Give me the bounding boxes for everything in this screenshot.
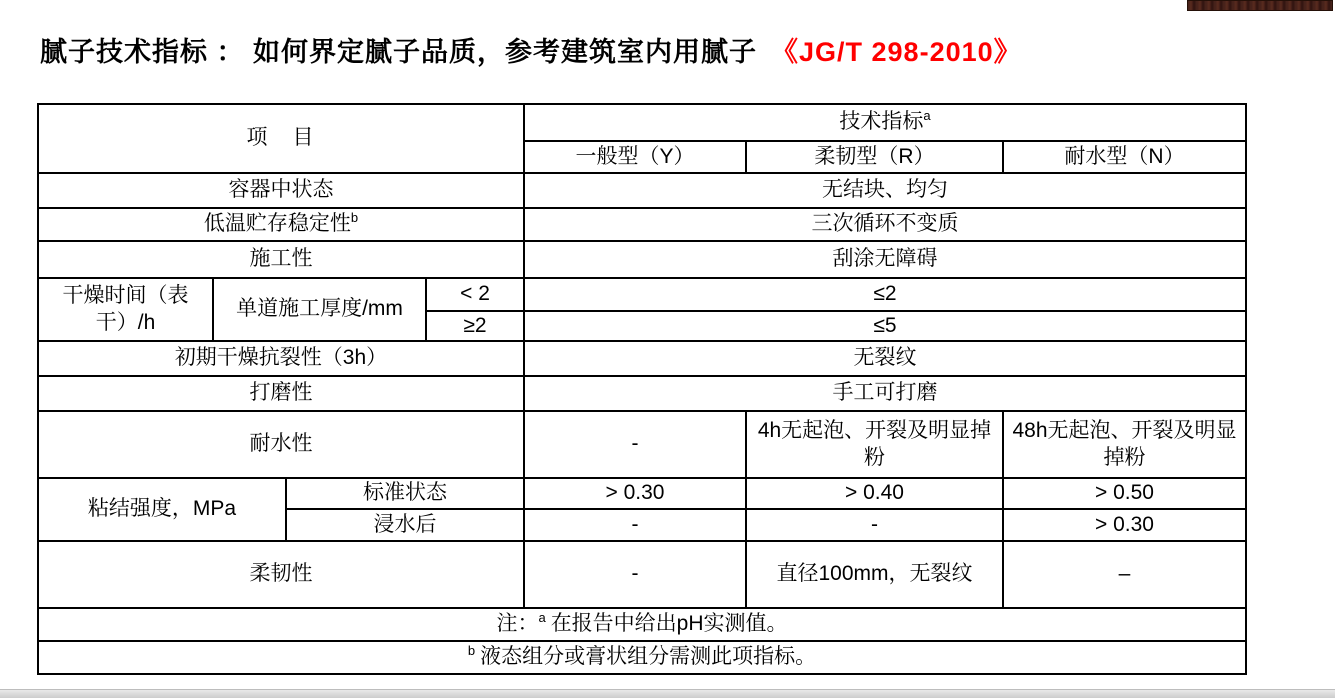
- bond-soaked-label: 浸水后: [286, 509, 524, 541]
- crack-resistance-label: 初期干燥抗裂性（3h）: [38, 341, 524, 376]
- row-workability: [38, 241, 1246, 278]
- low-temp-sup: b: [350, 210, 359, 226]
- bond-standard-flexible: > 0.40: [746, 478, 1003, 509]
- row-low-temp-stability: [38, 208, 1246, 241]
- note-b-text: 液态组分或膏状组分需测此项指标。: [480, 645, 817, 669]
- bond-standard-waterproof: > 0.50: [1003, 478, 1246, 509]
- note-a: [38, 608, 1246, 641]
- page-title: [40, 30, 1022, 69]
- watermark-banner: [1187, 0, 1333, 11]
- note-a-text: 在报告中给出pH实测值。: [550, 612, 788, 636]
- row-drying-time-1: [38, 278, 1246, 311]
- row-water-resistance: [38, 411, 1246, 478]
- thickness-label: 单道施工厚度/mm: [213, 278, 426, 341]
- row-sandability: [38, 376, 1246, 411]
- water-resistance-waterproof: 48h无起泡、开裂及明显掉粉: [1003, 411, 1246, 478]
- container-state-label: 容器中状态: [38, 173, 524, 208]
- bond-soaked-flexible: -: [746, 509, 1003, 541]
- water-resistance-general: -: [524, 411, 746, 478]
- low-temp-value: 三次循环不变质: [524, 208, 1246, 241]
- workability-value: 刮涂无障碍: [524, 241, 1246, 278]
- bond-soaked-general: -: [524, 509, 746, 541]
- thickness-cond-ge2: ≥2: [426, 311, 524, 341]
- drying-time-val-ge2: ≤5: [524, 311, 1246, 341]
- note-b: [38, 641, 1246, 674]
- workability-label: 施工性: [38, 241, 524, 278]
- spec-table: [37, 103, 1247, 675]
- header-tech-sup: a: [923, 108, 931, 124]
- row-note-b: [38, 641, 1246, 674]
- row-note-a: [38, 608, 1246, 641]
- bond-standard-general: > 0.30: [524, 478, 746, 509]
- bond-standard-label: 标准状态: [286, 478, 524, 509]
- crack-resistance-value: 无裂纹: [524, 341, 1246, 376]
- flexibility-general: -: [524, 541, 746, 608]
- water-resistance-label: 耐水性: [38, 411, 524, 478]
- row-crack-resistance: [38, 341, 1246, 376]
- note-prefix: 注：: [496, 612, 539, 636]
- drying-time-label: 干燥时间（表干）/h: [38, 278, 213, 341]
- header-row-1: [38, 104, 1246, 141]
- header-type-waterproof: 耐水型（N）: [1003, 141, 1246, 173]
- sandability-value: 手工可打磨: [524, 376, 1246, 411]
- bond-soaked-waterproof: > 0.30: [1003, 509, 1246, 541]
- standard-reference: 《JG/T 298-2010》: [771, 37, 1022, 67]
- flexibility-label: 柔韧性: [38, 541, 524, 608]
- water-resistance-flexible: 4h无起泡、开裂及明显掉粉: [746, 411, 1003, 478]
- low-temp-label: [38, 208, 524, 241]
- bond-strength-label: 粘结强度，MPa: [38, 478, 286, 541]
- low-temp-label-text: 低温贮存稳定性: [203, 212, 351, 236]
- flexibility-waterproof: –: [1003, 541, 1246, 608]
- bottom-divider-bar: [0, 689, 1335, 698]
- header-type-general: 一般型（Y）: [524, 141, 746, 173]
- container-state-value: 无结块、均匀: [524, 173, 1246, 208]
- header-tech-indicator: [524, 104, 1246, 141]
- note-b-sup: b: [467, 643, 476, 659]
- row-container-state: [38, 173, 1246, 208]
- header-item: 项 目: [38, 104, 524, 173]
- flexibility-flexible: 直径100mm，无裂纹: [746, 541, 1003, 608]
- page-title-text: 腻子技术指标 ： 如何界定腻子品质，参考建筑室内用腻子: [40, 37, 758, 67]
- sandability-label: 打磨性: [38, 376, 524, 411]
- row-flexibility: [38, 541, 1246, 608]
- thickness-cond-lt2: < 2: [426, 278, 524, 311]
- drying-time-val-lt2: ≤2: [524, 278, 1246, 311]
- note-a-sup: a: [538, 610, 546, 626]
- header-type-flexible: 柔韧型（R）: [746, 141, 1003, 173]
- row-bond-strength-standard: [38, 478, 1246, 509]
- header-tech-label: 技术指标: [839, 110, 924, 134]
